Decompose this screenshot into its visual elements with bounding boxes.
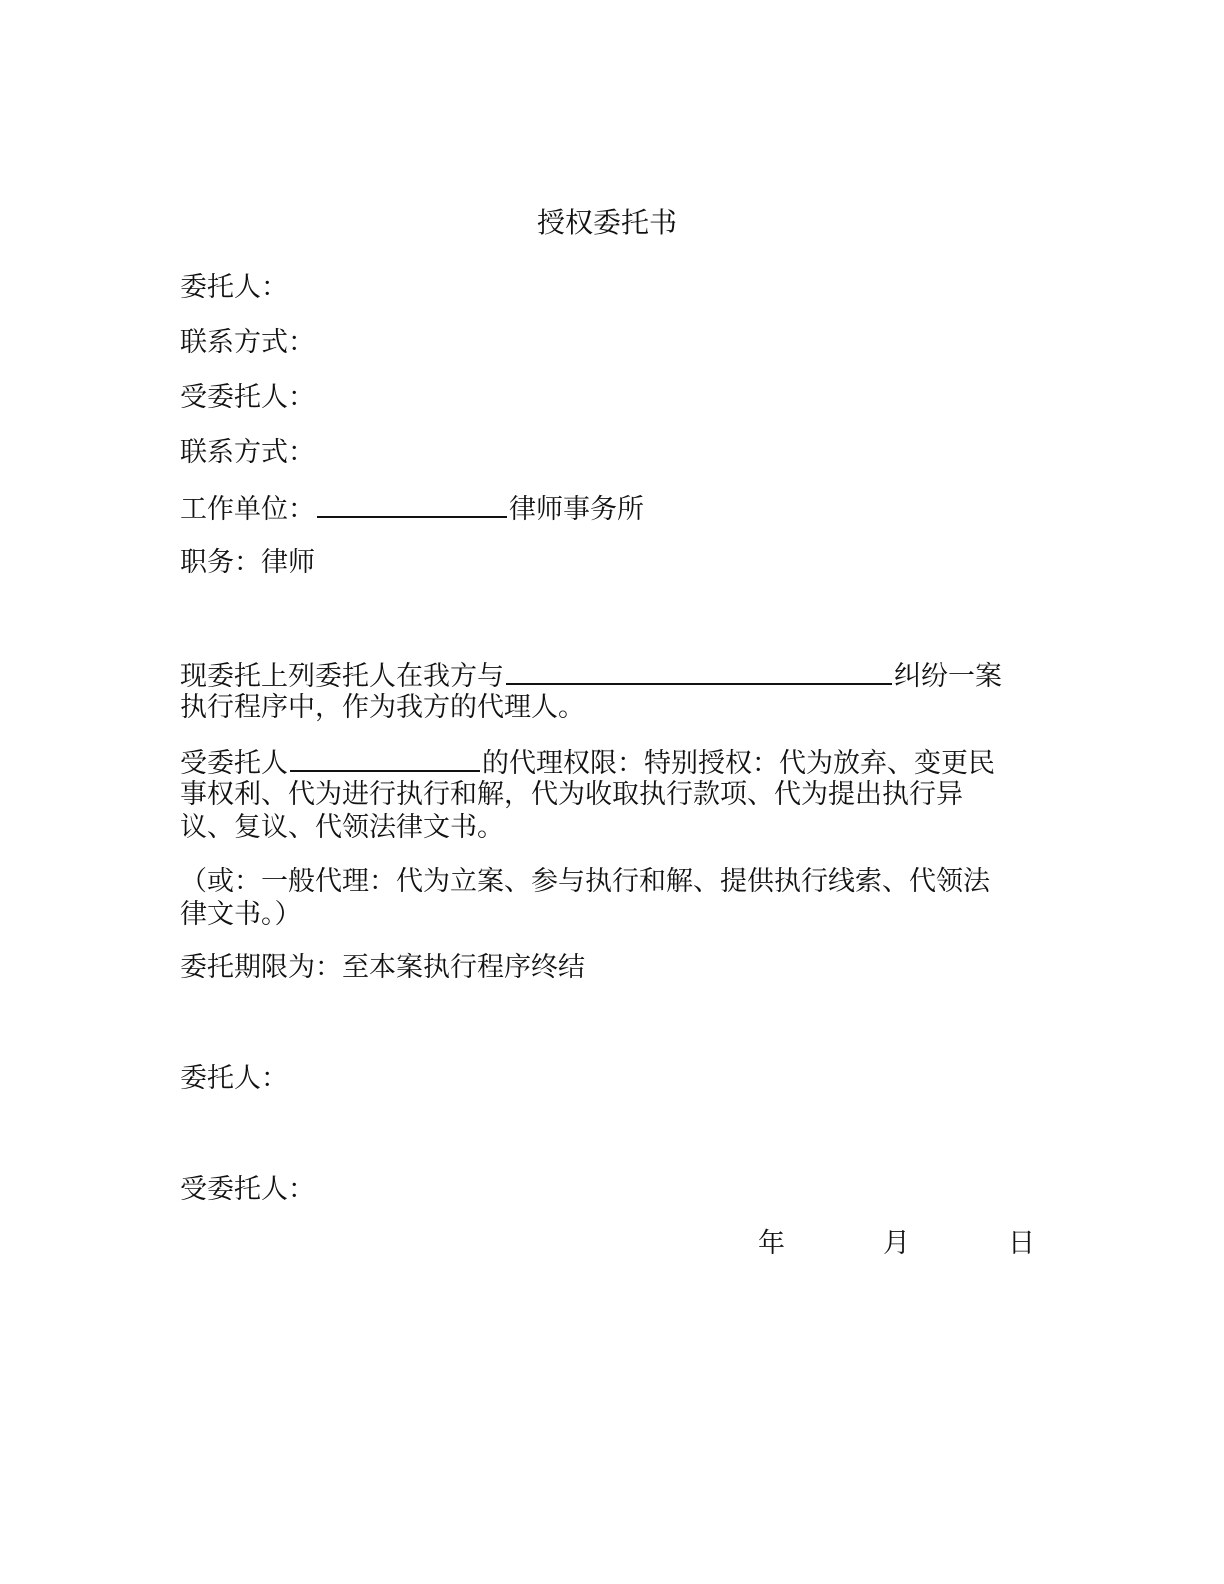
agent-signature: 受委托人： bbox=[180, 1174, 315, 1205]
paragraph-2-line-1 bbox=[180, 746, 995, 779]
paragraph-3-line-1: （或：一般代理：代为立案、参与执行和解、提供执行线索、代领法 bbox=[180, 866, 990, 897]
principal-signature: 委托人： bbox=[180, 1063, 288, 1094]
work-unit-label: 工作单位： bbox=[180, 494, 315, 525]
paragraph-1-suffix: 纠纷一案 bbox=[894, 661, 1002, 692]
work-unit-field bbox=[180, 492, 644, 525]
paragraph-1-line-2: 执行程序中，作为我方的代理人。 bbox=[180, 692, 585, 723]
paragraph-1-line-1 bbox=[180, 659, 1002, 692]
principal-contact-label: 联系方式： bbox=[180, 327, 315, 358]
paragraph-3-line-2: 律文书。） bbox=[180, 899, 302, 930]
principal-label: 委托人： bbox=[180, 272, 288, 303]
agent-name-blank bbox=[290, 746, 480, 772]
date-year: 年 bbox=[758, 1228, 785, 1259]
date-month: 月 bbox=[883, 1228, 910, 1259]
agent-contact-label: 联系方式： bbox=[180, 437, 315, 468]
agent-field bbox=[180, 382, 315, 413]
paragraph-2-line-3: 议、复议、代领法律文书。 bbox=[180, 812, 504, 843]
date-day: 日 bbox=[1008, 1228, 1035, 1259]
work-unit-suffix: 律师事务所 bbox=[509, 494, 644, 525]
paragraph-2-prefix: 受委托人 bbox=[180, 748, 288, 779]
paragraph-1-prefix: 现委托上列委托人在我方与 bbox=[180, 661, 504, 692]
position-field bbox=[180, 547, 315, 578]
principal-contact-field bbox=[180, 327, 315, 358]
principal-field bbox=[180, 272, 288, 303]
position-value: 律师 bbox=[261, 547, 315, 578]
position-label: 职务： bbox=[180, 547, 261, 578]
agent-contact-field bbox=[180, 437, 315, 468]
opposing-party-blank bbox=[506, 659, 892, 685]
paragraph-2-suffix: 的代理权限：特别授权：代为放弃、变更民 bbox=[482, 748, 995, 779]
paragraph-2-line-2: 事权利、代为进行执行和解，代为收取执行款项、代为提出执行异 bbox=[180, 779, 963, 810]
document-title: 授权委托书 bbox=[536, 206, 677, 239]
work-unit-blank bbox=[317, 492, 507, 518]
agent-label: 受委托人： bbox=[180, 382, 315, 413]
term-line: 委托期限为：至本案执行程序终结 bbox=[180, 952, 585, 983]
